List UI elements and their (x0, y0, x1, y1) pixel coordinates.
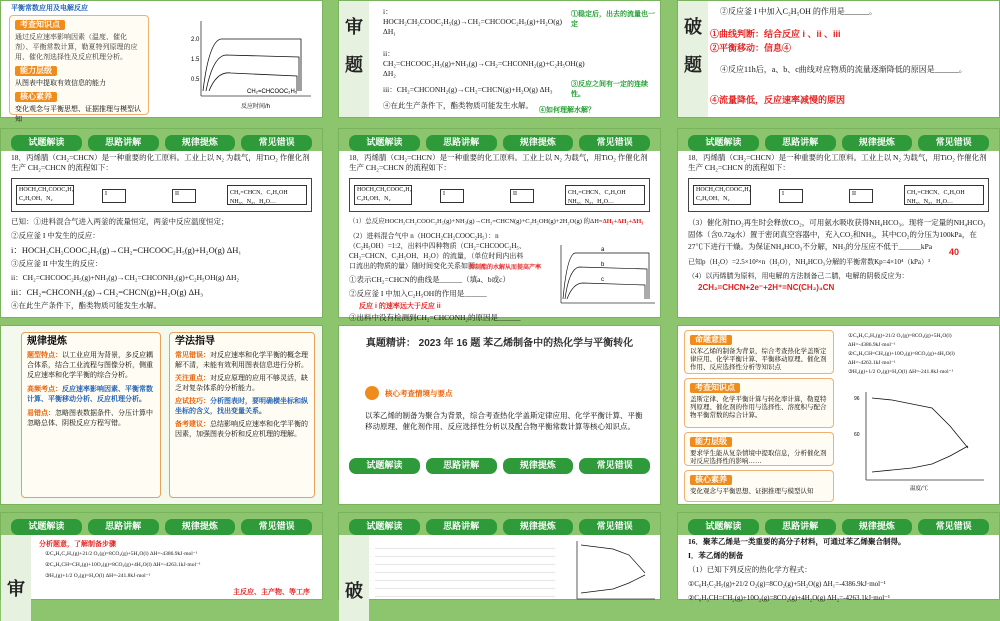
condition: ④在此生产条件下，酯类物质可能发生水解。 (11, 301, 161, 310)
answer-1: ①曲线判断：结合反应 i 、ii 、iii (710, 29, 841, 39)
rule-card (21, 332, 161, 498)
side-char-1: 破 (684, 17, 702, 38)
side-char-2: 题 (345, 55, 363, 76)
note-2: 主反应、主产物、等工序 (233, 589, 310, 596)
tab-analysis[interactable]: 试题解读 (688, 135, 759, 151)
body-text: 以苯乙烯的制备为聚合为背景，综合考查热化学盖斯定律应用、化学平衡计算、平衡移动原理、催化剂作用、反应选择性分析以及配合物平衡常数计算等核心知识点。 (365, 411, 643, 431)
answer-2: ②平衡移动：信息④ (710, 43, 792, 53)
rule-2: 高频考点：反应速率影响因素、平衡常数计算、平衡移动分析、反应机理分析。 (27, 386, 153, 403)
tab-approach[interactable]: 思路讲解 (88, 135, 159, 151)
process-flow: HOCH₂CH₂COOC₂H₅ C₂H₅OH、N₂ I II CH₂=CHCN、C₂H₅OH NH₃、N₂、H₂O… (349, 178, 650, 212)
eq-1: ①C₆H₅C₂H₅(g)+21/2 O₂(g)=8CO₂(g)+5H₂O(g) ΔH₁=-4386.9kJ·mol⁻¹ (688, 580, 886, 588)
q-i1: （1）已知下列反应的热化学方程式： (688, 565, 812, 574)
tab-bar (678, 513, 999, 535)
ability-title: 能力层级 (15, 66, 57, 76)
tab-errors[interactable]: 常见错误 (579, 135, 650, 151)
tab-rules[interactable]: 规律提炼 (842, 519, 913, 535)
q2c: ③出料中没有检测到CH₂=CHCONH₂的原因是______ (349, 313, 521, 322)
tab-errors[interactable]: 常见错误 (918, 135, 989, 151)
side-char: 破 (345, 581, 363, 602)
slide-1[interactable] (0, 0, 323, 123)
tab-analysis[interactable]: 试题解读 (11, 519, 82, 535)
tab-rules[interactable]: 规律提炼 (842, 135, 913, 151)
tab-approach[interactable]: 思路讲解 (765, 135, 836, 151)
tab-rules[interactable]: 规律提炼 (165, 519, 236, 535)
tab-rules[interactable]: 规律提炼 (165, 135, 236, 151)
svg-text:0.5: 0.5 (191, 77, 200, 83)
q1: （1）总反应HOCH₂CH₂COOC₂H₅(g)+NH₃(g)→CH₂=CHCN(g)+C₂H₅OH(g)+2H₂O(g) 的ΔH=ΔH₁+ΔH₂+ΔH₃ (349, 218, 644, 225)
tab-approach[interactable]: 思路讲解 (426, 519, 497, 535)
core-title: 核心素养 (15, 92, 57, 102)
subtitle: 核心考查情境与要点 (385, 389, 453, 398)
tab-bar (1, 513, 322, 535)
slide-11[interactable] (338, 512, 661, 600)
rule-title: 规律提炼 (27, 336, 67, 347)
tab-errors[interactable]: 常见错误 (241, 519, 312, 535)
eq-i: i：HOCH₂CH₂COOC₂H₅(g)→CH₂=CHCOOC₂H₅(g)+H₂O(g) ΔH₁ (11, 245, 242, 255)
key-title: 考查知识点 (15, 20, 65, 30)
tab-bar (1, 129, 322, 151)
eq-ii: ii：CH₂=CHCOOC₂H₅(g)+NH₃(g)→CH₂=CHCONH₂(g)+C₂H₅OH(g) ΔH₂ (383, 49, 585, 78)
slide-2[interactable] (338, 0, 661, 118)
svg-text:温度/℃: 温度/℃ (910, 486, 929, 492)
tab-rules[interactable]: 规律提炼 (503, 519, 574, 535)
svg-text:CH₂=CHCOOC₂H₅: CH₂=CHCOOC₂H₅ (247, 89, 298, 95)
tab-bar (339, 513, 660, 535)
q3-known: 已知p（H₂O）=2.5×10²×n（H₂O），NH₄HCO₃分解的平衡常数Kp=4×10⁴（kPa）³ (688, 258, 931, 266)
tab-bar (339, 452, 660, 474)
flow-chart-graph (161, 11, 321, 111)
tab-analysis[interactable]: 试题解读 (11, 135, 82, 151)
rule-1: 题型特点：以工业应用为背景，多反应耦合体系，结合工业流程与图像分析，侧重反应速率和化学平衡的综合分析。 (27, 352, 153, 379)
tab-analysis[interactable]: 试题解读 (349, 458, 420, 474)
q2: （2）进料混合气中 n（HOCH₂CH₂COOC₂H₅）：n（C₂H₅OH）=1:2，出料中四种物质（CH₂=CHCOOC₂H₅、CH₂=CHCN、C₂H₅OH、H₂O）的流量，（单位时间内出料口流出的物质的量）随时间变化关系如图： (349, 232, 526, 270)
note-1: 分析题意，了解制备步骤 (39, 541, 116, 548)
core-text: 变化观念与平衡思想、证据推理与模型认知 (15, 106, 141, 123)
flow-rate-graph (551, 241, 659, 311)
tab-approach[interactable]: 思路讲解 (426, 135, 497, 151)
process-flow: HOCH₂CH₂COOC₂H₅ C₂H₅OH、N₂ I II CH₂=CHCN、C₂H₅OH NH₃、N₂、H₂O… (11, 178, 312, 212)
question-text: 18．丙烯腈（CH₂=CHCN）是一种重要的化工原料。工业上以 N₂ 为载气，用TiO₂ 作催化剂生产 CH₂=CHCN 的流程如下： (688, 153, 987, 172)
faded-text-block (375, 541, 555, 597)
slide-12[interactable] (677, 512, 1000, 600)
slide-3[interactable] (677, 0, 1000, 118)
intent-card: 命题意图 以苯乙烯的制备为背景，综合考查热化学盖斯定律应用、化学平衡计算、平衡移动原理、催化剂作用、反应选择性分析等知识点 (684, 330, 834, 374)
partial-top-text: 平衡常数应用及电解反应 (11, 5, 88, 12)
side-char: 审 (7, 579, 25, 600)
svg-text:b: b (601, 262, 605, 268)
flask-icon (365, 386, 379, 400)
tab-rules[interactable]: 规律提炼 (503, 135, 574, 151)
q2b-answer: 反应 i 的速率远大于反应 ii (359, 303, 441, 310)
eq-list: ①C₆H₅C₂H₅(g)+21/2 O₂(g)=8CO₂(g)+5H₂O(l) ΔH=-4386.9kJ·mol⁻¹ ②C₆H₅CH=CH₂(g)+10O₂(g)=8CO₂(g)+4H₂O(l) ΔH=-4263.1kJ·mol⁻¹ ③H₂(g)+1/2 O₂(g)=H₂O(l) ΔH=-241.8kJ·mol⁻¹ (45, 551, 201, 579)
known-1: 已知：①进料混合气进入两釜的流量恒定，两釜中反应温度恒定； (11, 217, 229, 226)
ability-card: 能力层级 要求学生能从复杂情境中提取信息，分析催化剂对反应选择性的影响…… (684, 432, 834, 466)
tab-analysis[interactable]: 试题解读 (349, 519, 420, 535)
eq-2: ②C₆H₅CH=CH₂(g)+10O₂(g)=8CO₂(g)+4H₂O(g) ΔH₂=-4263.1kJ·mol⁻¹ (688, 594, 890, 602)
study-3: 应试技巧：分析图表时，要明确横坐标和纵坐标的含义，找出变量关系。 (175, 398, 308, 415)
tab-errors[interactable]: 常见错误 (918, 519, 989, 535)
study-4: 备考建议：总结影响反应速率和化学平衡的因素，加强图表分析和反应机理的理解。 (175, 421, 308, 438)
tab-errors[interactable]: 常见错误 (579, 458, 650, 474)
study-1: 常见错误：对反应速率和化学平衡的概念理解不清，未能有效利用图表信息进行分析。 (175, 352, 308, 369)
slide-4[interactable] (0, 128, 323, 318)
side-char-2: 题 (684, 55, 702, 76)
q16: 16．聚苯乙烯是一类重要的高分子材料，可通过苯乙烯聚合制得。 (688, 537, 906, 546)
slide-7[interactable] (0, 325, 323, 505)
known-2: ②反应釜 I 中发生的反应： (11, 231, 100, 240)
study-2: 关注重点：对反应原理的应用不够灵活，缺乏对复杂体系的分析能力。 (175, 375, 308, 392)
q4-text: ④反应11h后，a、b、c曲线对应物质的流量逐渐降低的原因是______。 (720, 65, 967, 74)
slide-5[interactable] (338, 128, 661, 322)
q-i: I．苯乙烯的制备 (688, 551, 744, 560)
core-card: 核心素养 变化观念与平衡思想、证据推理与模型认知 (684, 470, 834, 502)
svg-text:反应时间/h: 反应时间/h (241, 104, 271, 110)
q2-text: ②反应釜 I 中加入C₂H₅OH 的作用是______。 (720, 7, 877, 16)
q3-answer: 40 (948, 247, 959, 257)
tab-analysis[interactable]: 试题解读 (688, 519, 759, 535)
eq-ii: ii：CH₂=CHCOOC₂H₅(g)+NH₃(g)→CH₂=CHCONH₂(g)+C₂H₅OH(g) ΔH₂ (11, 273, 239, 282)
slide-10[interactable] (0, 512, 323, 600)
slide-9[interactable] (677, 325, 1000, 505)
key-text: 通过反应速率影响因素（温度、催化剂）、平衡常数计算，勒夏特列原理的应用、催化剂选择性及反应机理分析。 (15, 34, 138, 61)
tab-approach[interactable]: 思路讲解 (88, 519, 159, 535)
eq-i: i：HOCH₂CH₂COOC₂H₅(g)→CH₂=CHCOOC₂H₅(g)+H₂O(g) ΔH₁ (383, 7, 562, 36)
tab-errors[interactable]: 常见错误 (241, 135, 312, 151)
eq-iii: iii：CH₂=CHCONH₂(g)→CH₂=CHCN(g)+H₂O(g) ΔH₃ (11, 287, 204, 297)
note-1: ①稳定后，出去的流量也一定 (571, 11, 655, 28)
svg-text:1.5: 1.5 (191, 57, 200, 63)
conversion-chart (850, 386, 990, 496)
q2b: ②反应釜 I 中加入C₂H₅OH的作用是______ (349, 289, 487, 298)
tab-approach[interactable]: 思路讲解 (765, 519, 836, 535)
q3: （3）催化剂TiO₂再生时会释放CO₂，可用氨水吸收获得NH₄HCO₃。现将一定量的NH₄HCO₃固体（含0.72g水）置于密闭真空容器中，充入CO₂和NH₃，其中CO₂的分压为100kPa，在27℃下进行干燥。为保证NH₄HCO₃不分解，NH₃的分压应不低于______kPa (688, 218, 986, 251)
conversion-chart-small (567, 539, 657, 601)
svg-text:60: 60 (854, 432, 860, 438)
ability-text: 从图表中提取有效信息的能力 (15, 80, 106, 87)
tab-bar (678, 129, 999, 151)
condition: ④在此生产条件下，酯类物质可能发生水解。 (383, 101, 533, 110)
slide-6[interactable] (677, 128, 1000, 318)
svg-text:96: 96 (854, 396, 860, 402)
tab-bar (339, 129, 660, 151)
tab-rules[interactable]: 规律提炼 (503, 458, 574, 474)
eq-list: ①C₆H₅C₂H₅(g)+21/2 O₂(g)=8CO₂(g)+5H₂O(l) ΔH=-4386.9kJ·mol⁻¹ ②C₆H₅CH=CH₂(g)+10O₂(g)=8CO₂(g)+4H₂O(l) ΔH=-4263.1kJ·mol⁻¹ ③H₂(g)+1/2 O₂(g)=H₂O(l) ΔH=-241.8kJ·mol⁻¹ (848, 333, 955, 375)
slide-8[interactable] (338, 325, 661, 505)
tab-errors[interactable]: 常见错误 (579, 519, 650, 535)
svg-text:a: a (601, 247, 605, 253)
svg-text:c: c (601, 277, 604, 283)
knowledge-card: 考查知识点 盖斯定律、化学平衡计算与转化率计算，勒夏特列原理、催化剂的作用与选择性、溶度积与配合物平衡常数的综合计算。 (684, 378, 834, 428)
tab-analysis[interactable]: 试题解读 (349, 135, 420, 151)
rule-3: 易错点：忽略图表数据条件、分压计算中忽略总体、阴极反应方程写错。 (27, 410, 153, 427)
svg-text:2.0: 2.0 (191, 37, 200, 43)
note-3: ④如何理解水解？ (539, 107, 595, 114)
equation-block (373, 5, 585, 113)
known-3: ③反应釜 II 中发生的反应： (11, 259, 103, 268)
q2a: ①表示CH₂=CHCN的曲线是______（填a、b或c） (349, 275, 511, 284)
note-2: ③反应之间有一定的连续性。 (571, 81, 648, 98)
q4: （4）以丙烯腈为原料，用电解的方法制备己二腈，电解的阴极反应为： (688, 272, 909, 280)
slide-title: 真题精讲： 2023 年 16 题 苯乙烯制备中的热化学与平衡转化 (365, 338, 634, 349)
tab-approach[interactable]: 思路讲解 (426, 458, 497, 474)
knowledge-card (9, 15, 149, 123)
eq-iii: iii：CH₂=CHCONH₂(g)→CH₂=CHCN(g)+H₂O(g) ΔH₃ (383, 85, 553, 94)
q4-answer: 2CH₂=CHCN+2e⁻+2H⁺=NC(CH₂)₄CN (698, 283, 835, 292)
study-title: 学法指导 (175, 336, 215, 347)
side-char-1: 审 (345, 17, 363, 38)
note-red: 抑制酯的水解从而提高产率 (469, 265, 542, 271)
question-text: 18．丙烯腈（CH₂=CHCN）是一种重要的化工原料。工业上以 N₂ 为载气，用TiO₂ 作催化剂生产 CH₂=CHCN 的流程如下： (11, 153, 310, 172)
question-text: 18．丙烯腈（CH₂=CHCN）是一种重要的化工原料。工业上以 N₂ 为载气，用TiO₂ 作催化剂生产 CH₂=CHCN 的流程如下： (349, 153, 648, 172)
process-flow: HOCH₂CH₂COOC₂H₅ C₂H₅OH、N₂ I II CH₂=CHCN、C₂H₅OH NH₃、N₂、H₂O… (688, 178, 989, 212)
study-card (169, 332, 315, 498)
answer-4: ④流量降低，反应速率减慢的原因 (710, 95, 846, 105)
